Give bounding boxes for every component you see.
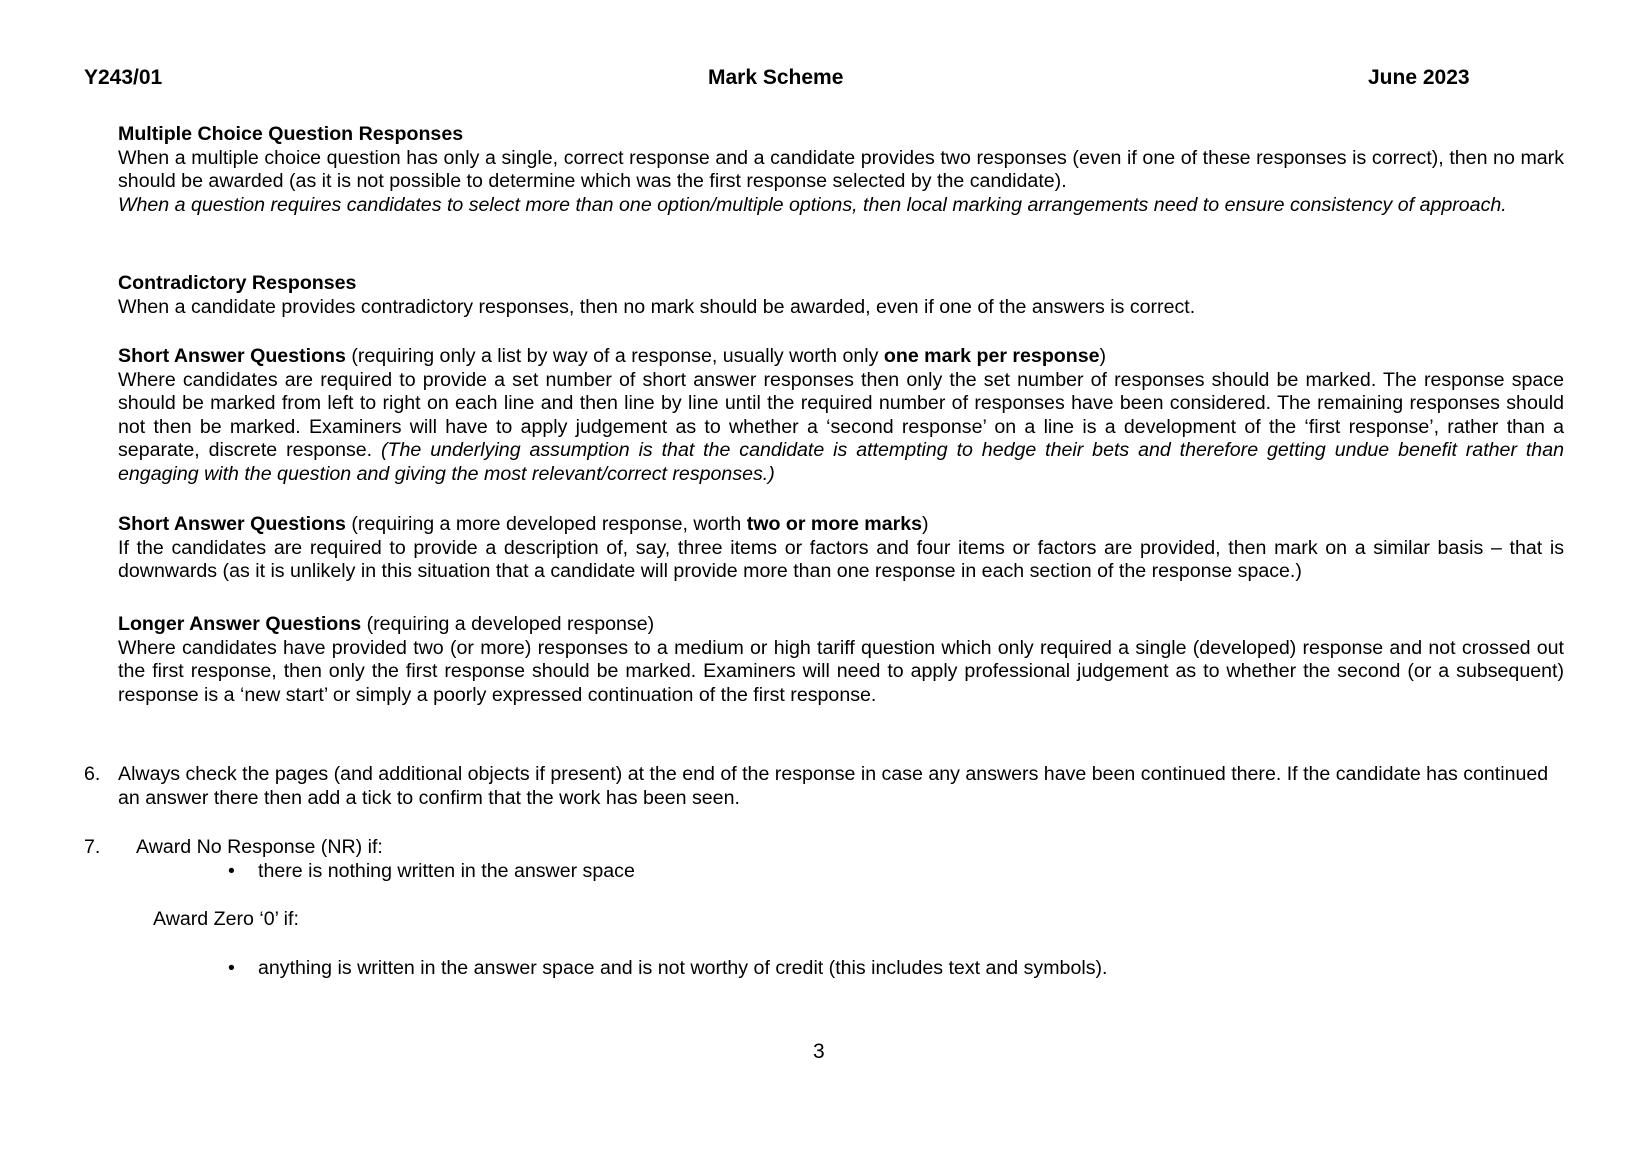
- award-nr-label: Award No Response (NR) if:: [136, 836, 383, 858]
- section-contradictory: [118, 272, 1564, 319]
- bullet: •: [228, 860, 235, 882]
- item-6-text: Always check the pages (and additional objects if present) at the end of the response in case any answers have been continued there. If the candidate has continued an answer there then add a tick to confirm that the work has been seen.: [118, 763, 1549, 809]
- document-date: June 2023: [1368, 66, 1470, 89]
- document-title: Mark Scheme: [708, 66, 844, 89]
- paper-code: Y243/01: [84, 66, 163, 89]
- section-subheading-end: ): [1099, 345, 1107, 367]
- section-text: When a multiple choice question has only a single, correct response and a candidate provides two responses (even if one of these responses is correct), then no mark should be awarded (as it is not possible to determine which was the first response selected by the candidate).: [118, 146, 1564, 193]
- section-subheading: (requiring a developed response): [361, 613, 655, 635]
- award-zero-label: Award Zero ‘0’ if:: [153, 908, 299, 930]
- section-italic-text: (The underlying assumption is that the candidate is attempting to hedge their bets and therefore getting undue benefit rather than engaging with the question and giving the most relevant/correct responses.): [118, 439, 1564, 485]
- section-subheading-end: ): [922, 513, 929, 535]
- section-short-answer-developed: [118, 513, 1564, 584]
- item-6-number: 6.: [84, 763, 101, 785]
- award-nr-bullet: there is nothing written in the answer space: [258, 860, 635, 882]
- section-heading: Longer Answer Questions: [118, 613, 362, 635]
- section-italic-text: When a question requires candidates to select more than one option/multiple options, then local marking arrangements need to ensure consistency of approach.: [118, 193, 1507, 216]
- section-text: Where candidates are required to provide a set number of short answer responses then only the set number of responses should be marked. The response space should be marked from left to right on each line and then line by line until the required number of responses have been considered. The remaining responses should not then be marked. Examiners will have to apply judgement as to whether a ‘second response’ on a line is a development of the ‘first response’, rather than a separate, discrete response.: [118, 368, 1564, 462]
- section-subheading: (requiring a more developed response, worth: [345, 513, 747, 535]
- section-heading: Short Answer Questions: [118, 345, 346, 367]
- section-text: Where candidates have provided two (or more) responses to a medium or high tariff question which only required a single (developed) response and not crossed out the first response, then only the first response should be marked. Examiners will need to apply professional judgement as to whether the second (or a subsequent) response is a ‘new start’ or simply a poorly expressed continuation of the first response.: [118, 636, 1564, 706]
- section-heading: Multiple Choice Question Responses: [118, 123, 464, 145]
- section-text: If the candidates are required to provide a description of, say, three items or factors and four items or factors are provided, then mark on a similar basis – that is downwards (as it is unlikely in this situation that a candidate will provide more than one response in each section of the response space.): [118, 536, 1564, 583]
- section-short-answer-list: [118, 345, 1564, 487]
- section-longer-answer: [118, 613, 1564, 707]
- bullet: •: [228, 957, 235, 979]
- section-subheading: (requiring only a list by way of a response, usually worth only: [345, 345, 884, 367]
- section-text: When a candidate provides contradictory responses, then no mark should be awarded, even if one of the answers is correct.: [118, 295, 1196, 318]
- section-subheading-bold: one mark per response: [883, 345, 1100, 367]
- page-number: 3: [813, 1040, 825, 1063]
- section-mcq: [118, 123, 1564, 217]
- award-zero-bullet: anything is written in the answer space and is not worthy of credit (this includes text and symbols).: [258, 957, 1108, 979]
- section-heading: Short Answer Questions: [118, 513, 346, 535]
- section-heading: Contradictory Responses: [118, 272, 357, 294]
- section-subheading-bold: two or more marks: [746, 513, 923, 535]
- item-7-number: 7.: [84, 836, 101, 858]
